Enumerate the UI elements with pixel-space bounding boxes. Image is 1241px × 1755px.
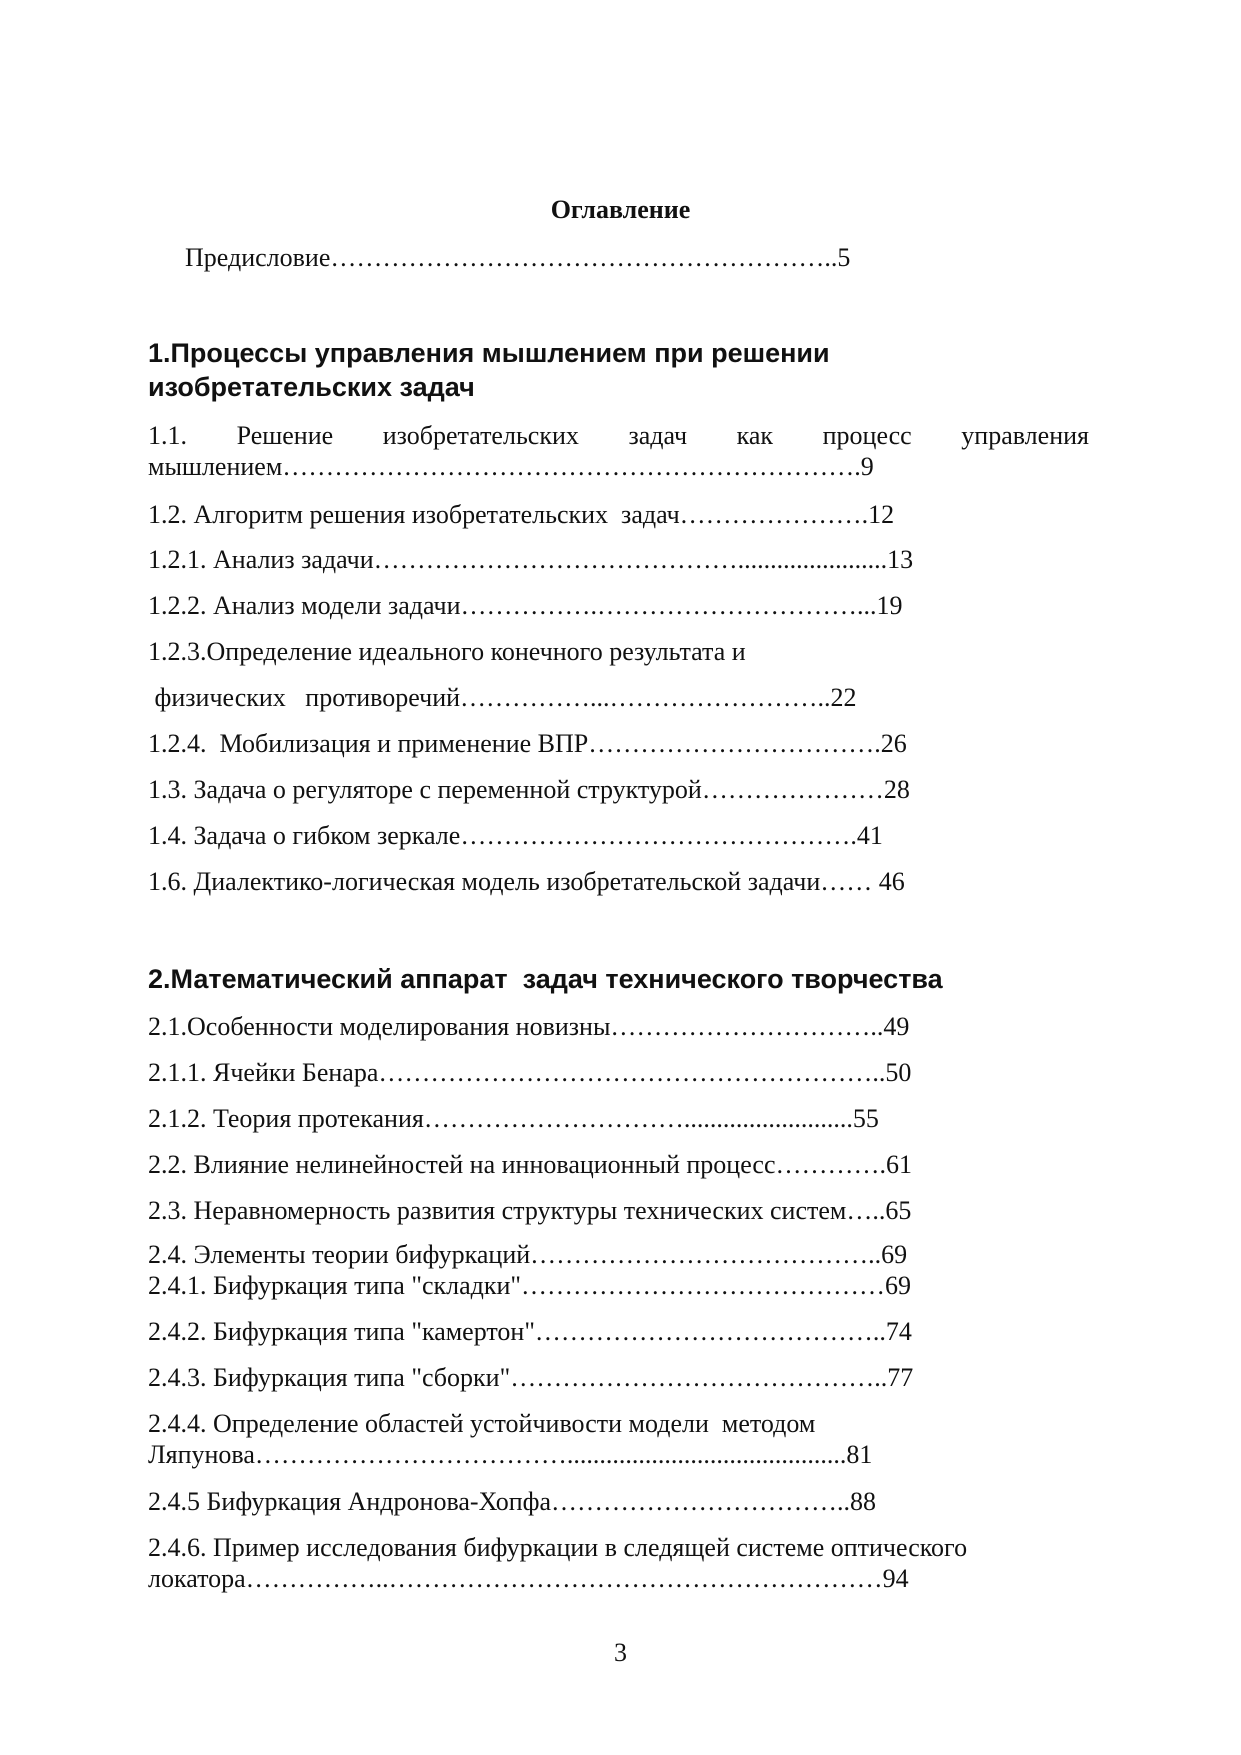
toc-entry-2-3: 2.3. Неравномерность развития структуры технических систем…..65 — [148, 1196, 912, 1225]
toc-entry-2-4: 2.4. Элементы теории бифуркаций…………………………………..69 — [148, 1240, 908, 1269]
toc-entry-preface: Предисловие…………………………………………………..5 — [185, 243, 851, 272]
toc-entry-1-2-2: 1.2.2. Анализ модели задачи…………….…………………………...19 — [148, 591, 903, 620]
toc-entry-1-1-line2: мышлением………………………………………………………….9 — [148, 452, 874, 481]
toc-entry-1-4: 1.4. Задача о гибком зеркале……………………………………….41 — [148, 821, 883, 850]
toc-entry-2-1: 2.1.Особенности моделирования новизны…………………………..49 — [148, 1012, 910, 1041]
toc-entry-1-2: 1.2. Алгоритм решения изобретательских задач………………….12 — [148, 500, 895, 529]
toc-entry-1-1-line1: 1.1. Решение изобретательских задач как процесс управления — [148, 421, 1089, 450]
toc-entry-2-1-1: 2.1.1. Ячейки Бенара…………………………………………………..50 — [148, 1058, 912, 1087]
toc-entry-1-2-3-line2: физических противоречий……………...……………………..22 — [148, 683, 857, 712]
toc-entry-2-4-5: 2.4.5 Бифуркация Андронова-Хопфа……………………………..88 — [148, 1487, 877, 1516]
section-2-heading: 2.Математический аппарат задач технического творчества — [148, 964, 943, 994]
toc-entry-1-3: 1.3. Задача о регуляторе с переменной структурой…………………28 — [148, 775, 910, 804]
toc-entry-1-2-1: 1.2.1. Анализ задачи…………………………………….......................13 — [148, 545, 914, 574]
toc-title: Оглавление — [550, 195, 691, 224]
page-number: 3 — [614, 1638, 627, 1667]
toc-entry-1-2-4: 1.2.4. Мобилизация и применение ВПР…………………………….26 — [148, 729, 907, 758]
toc-entry-2-1-2: 2.1.2. Теория протекания…………………………..........................55 — [148, 1104, 879, 1133]
toc-entry-2-4-4-line2: Ляпунова………………………………...........................................81 — [148, 1440, 873, 1469]
toc-entry-2-4-6-line2: локатора……………..…………………………………………………94 — [148, 1564, 909, 1593]
toc-entry-2-4-3: 2.4.3. Бифуркация типа "сборки"……………………………………..77 — [148, 1363, 914, 1392]
section-1-heading-line1: 1.Процессы управления мышлением при решении — [148, 338, 830, 368]
toc-entry-1-6: 1.6. Диалектико-логическая модель изобретательской задачи…… 46 — [148, 867, 905, 896]
toc-entry-2-2: 2.2. Влияние нелинейностей на инновационный процесс………….61 — [148, 1150, 912, 1179]
section-1-heading-line2: изобретательских задач — [148, 372, 475, 402]
toc-entry-1-2-3-line1: 1.2.3.Определение идеального конечного результата и — [148, 637, 746, 666]
toc-entry-2-4-4-line1: 2.4.4. Определение областей устойчивости модели методом — [148, 1409, 816, 1438]
toc-entry-2-4-2: 2.4.2. Бифуркация типа "камертон"…………………………………..74 — [148, 1317, 912, 1346]
toc-entry-2-4-1: 2.4.1. Бифуркация типа "складки"……………………………………69 — [148, 1271, 912, 1300]
toc-entry-2-4-6-line1: 2.4.6. Пример исследования бифуркации в следящей системе оптического — [148, 1533, 968, 1562]
